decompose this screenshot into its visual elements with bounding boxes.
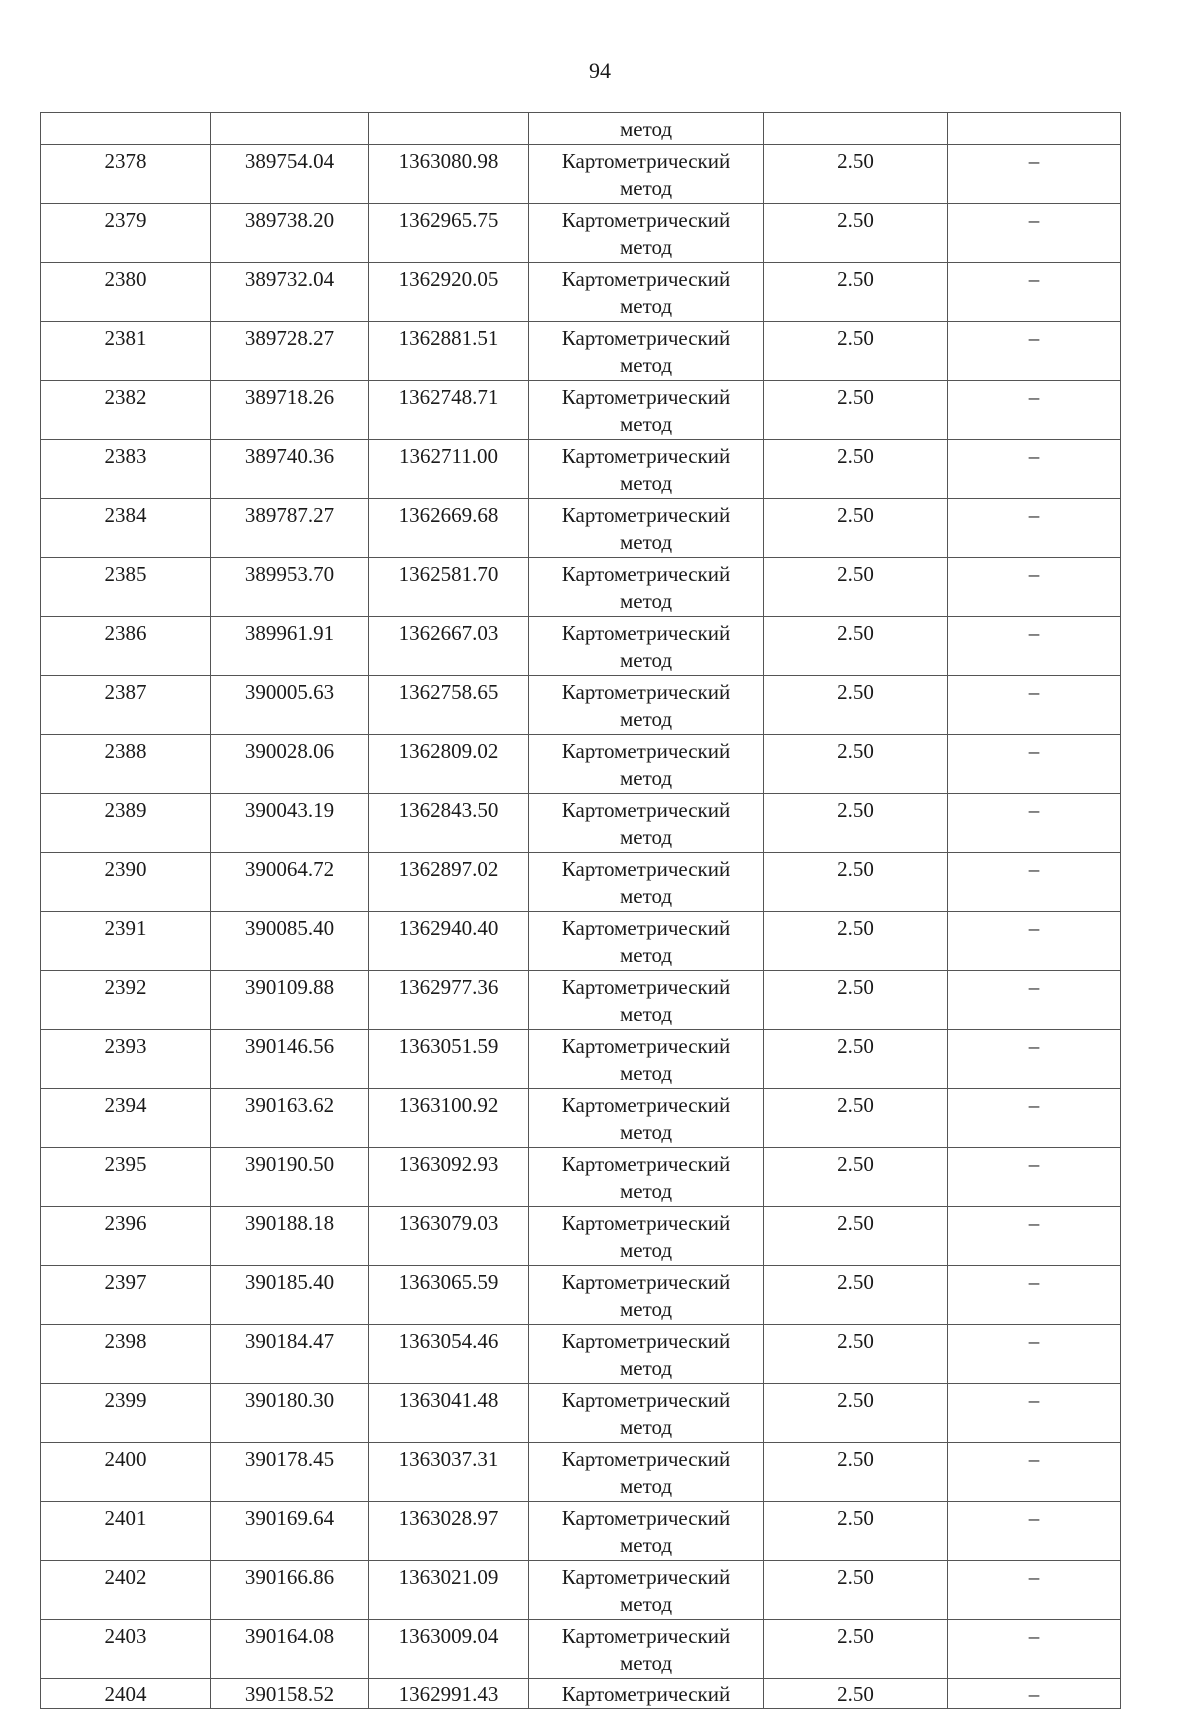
x-coordinate-cell: 389787.27 — [211, 499, 369, 558]
method-line-1: Картометрический — [561, 1211, 731, 1235]
method-line-2: метод — [619, 1356, 673, 1380]
method-line-2: метод — [619, 943, 673, 967]
accuracy-cell: 2.50 — [764, 1443, 948, 1502]
accuracy-cell: 2.50 — [764, 440, 948, 499]
table-row — [41, 145, 1121, 204]
method-cell — [529, 499, 764, 558]
method-line-2: метод — [619, 117, 673, 141]
y-coordinate-cell: 1363080.98 — [369, 145, 529, 204]
method-line-2: метод — [619, 884, 673, 908]
table-row — [41, 735, 1121, 794]
method-line-2: метод — [619, 1415, 673, 1439]
method-line-1: Картометрический — [561, 326, 731, 350]
method-cell — [529, 381, 764, 440]
method-cell — [529, 794, 764, 853]
method-line-1: Картометрический — [561, 1034, 731, 1058]
table-row — [41, 558, 1121, 617]
x-coordinate-cell: 390180.30 — [211, 1384, 369, 1443]
x-coordinate-cell: 390166.86 — [211, 1561, 369, 1620]
accuracy-cell: 2.50 — [764, 853, 948, 912]
method-cell — [529, 617, 764, 676]
method-line-1: Картометрический — [561, 149, 731, 173]
method-line-1: Картометрический — [561, 562, 731, 586]
point-id-cell — [41, 113, 211, 145]
y-coordinate-cell: 1362965.75 — [369, 204, 529, 263]
y-coordinate-cell: 1363009.04 — [369, 1620, 529, 1679]
x-coordinate-cell: 390188.18 — [211, 1207, 369, 1266]
note-cell: – — [948, 912, 1121, 971]
y-coordinate-cell: 1362667.03 — [369, 617, 529, 676]
point-id-cell: 2400 — [41, 1443, 211, 1502]
note-cell: – — [948, 853, 1121, 912]
point-id-cell: 2385 — [41, 558, 211, 617]
method-line-1: Картометрический — [561, 1388, 731, 1412]
method-cell — [529, 912, 764, 971]
method-line-2: метод — [619, 1297, 673, 1321]
method-cell — [529, 558, 764, 617]
accuracy-cell: 2.50 — [764, 1148, 948, 1207]
note-cell: – — [948, 263, 1121, 322]
method-cell — [529, 263, 764, 322]
note-cell: – — [948, 1207, 1121, 1266]
accuracy-cell: 2.50 — [764, 912, 948, 971]
point-id-cell: 2396 — [41, 1207, 211, 1266]
method-line-2: метод — [619, 1179, 673, 1203]
method-line-1: Картометрический — [561, 267, 731, 291]
table-row — [41, 322, 1121, 381]
point-id-cell: 2398 — [41, 1325, 211, 1384]
table-row — [41, 971, 1121, 1030]
accuracy-cell: 2.50 — [764, 1030, 948, 1089]
point-id-cell: 2382 — [41, 381, 211, 440]
x-coordinate-cell: 390085.40 — [211, 912, 369, 971]
y-coordinate-cell: 1363079.03 — [369, 1207, 529, 1266]
table-row — [41, 1030, 1121, 1089]
y-coordinate-cell: 1362758.65 — [369, 676, 529, 735]
method-cell — [529, 1443, 764, 1502]
method-cell — [529, 971, 764, 1030]
x-coordinate-cell: 390169.64 — [211, 1502, 369, 1561]
table-row — [41, 1620, 1121, 1679]
method-line-2: метод — [619, 1651, 673, 1675]
note-cell: – — [948, 558, 1121, 617]
method-cell — [529, 440, 764, 499]
y-coordinate-cell — [369, 113, 529, 145]
method-line-2: метод — [619, 1120, 673, 1144]
method-cell — [529, 1030, 764, 1089]
x-coordinate-cell: 390043.19 — [211, 794, 369, 853]
accuracy-cell: 2.50 — [764, 145, 948, 204]
accuracy-cell: 2.50 — [764, 735, 948, 794]
x-coordinate-cell: 389961.91 — [211, 617, 369, 676]
method-line-1: Картометрический — [561, 208, 731, 232]
x-coordinate-cell: 390184.47 — [211, 1325, 369, 1384]
method-cell — [529, 1384, 764, 1443]
x-coordinate-cell: 390158.52 — [211, 1679, 369, 1709]
x-coordinate-cell: 390185.40 — [211, 1266, 369, 1325]
table-row-continued — [41, 113, 1121, 145]
method-line-1: Картометрический — [561, 916, 731, 940]
method-line-2: метод — [619, 707, 673, 731]
accuracy-cell: 2.50 — [764, 381, 948, 440]
table-row — [41, 1561, 1121, 1620]
table-row — [41, 204, 1121, 263]
method-line-1: Картометрический — [561, 739, 731, 763]
point-id-cell: 2388 — [41, 735, 211, 794]
note-cell — [948, 113, 1121, 145]
method-line-1: Картометрический — [561, 1624, 731, 1648]
x-coordinate-cell: 390109.88 — [211, 971, 369, 1030]
table-row — [41, 381, 1121, 440]
y-coordinate-cell: 1362881.51 — [369, 322, 529, 381]
x-coordinate-cell — [211, 113, 369, 145]
accuracy-cell: 2.50 — [764, 794, 948, 853]
method-line-2: метод — [619, 294, 673, 318]
note-cell: – — [948, 1089, 1121, 1148]
method-line-1: Картометрический — [561, 857, 731, 881]
method-line-1: Картометрический — [561, 1447, 731, 1471]
accuracy-cell: 2.50 — [764, 204, 948, 263]
accuracy-cell: 2.50 — [764, 971, 948, 1030]
x-coordinate-cell: 390064.72 — [211, 853, 369, 912]
table-row — [41, 1443, 1121, 1502]
method-cell — [529, 322, 764, 381]
point-id-cell: 2378 — [41, 145, 211, 204]
method-line-2: метод — [619, 471, 673, 495]
method-line-2: метод — [619, 648, 673, 672]
method-line-1: Картометрический — [561, 1506, 731, 1530]
note-cell: – — [948, 1325, 1121, 1384]
note-cell: – — [948, 204, 1121, 263]
point-id-cell: 2380 — [41, 263, 211, 322]
y-coordinate-cell: 1362809.02 — [369, 735, 529, 794]
y-coordinate-cell: 1362843.50 — [369, 794, 529, 853]
note-cell: – — [948, 794, 1121, 853]
point-id-cell: 2397 — [41, 1266, 211, 1325]
x-coordinate-cell: 389718.26 — [211, 381, 369, 440]
table-row — [41, 853, 1121, 912]
y-coordinate-cell: 1362897.02 — [369, 853, 529, 912]
method-line-2: метод — [619, 1238, 673, 1262]
table-row — [41, 794, 1121, 853]
method-line-2: метод — [619, 589, 673, 613]
method-line-1: Картометрический — [561, 1270, 731, 1294]
y-coordinate-cell: 1362748.71 — [369, 381, 529, 440]
y-coordinate-cell: 1363041.48 — [369, 1384, 529, 1443]
method-line-2: метод — [619, 1002, 673, 1026]
method-line-2: метод — [619, 1061, 673, 1085]
accuracy-cell: 2.50 — [764, 617, 948, 676]
y-coordinate-cell: 1362991.43 — [369, 1679, 529, 1709]
accuracy-cell: 2.50 — [764, 1089, 948, 1148]
x-coordinate-cell: 389738.20 — [211, 204, 369, 263]
x-coordinate-cell: 389740.36 — [211, 440, 369, 499]
method-line-1: Картометрический — [561, 444, 731, 468]
method-cell — [529, 1207, 764, 1266]
point-id-cell: 2379 — [41, 204, 211, 263]
note-cell: – — [948, 499, 1121, 558]
note-cell: – — [948, 440, 1121, 499]
point-id-cell: 2386 — [41, 617, 211, 676]
method-cell — [529, 1620, 764, 1679]
method-line-1: Картометрический — [561, 621, 731, 645]
note-cell: – — [948, 735, 1121, 794]
method-line-1: Картометрический — [561, 1152, 731, 1176]
point-id-cell: 2390 — [41, 853, 211, 912]
method-line-1: Картометрический — [561, 1565, 731, 1589]
method-line-1: Картометрический — [561, 1682, 731, 1706]
method-line-2: метод — [619, 825, 673, 849]
x-coordinate-cell: 390163.62 — [211, 1089, 369, 1148]
accuracy-cell: 2.50 — [764, 1207, 948, 1266]
method-cell — [529, 735, 764, 794]
table-row — [41, 499, 1121, 558]
y-coordinate-cell: 1363051.59 — [369, 1030, 529, 1089]
accuracy-cell: 2.50 — [764, 558, 948, 617]
table-row-last — [41, 1679, 1121, 1709]
table-row — [41, 1325, 1121, 1384]
table-row — [41, 440, 1121, 499]
accuracy-cell: 2.50 — [764, 322, 948, 381]
accuracy-cell: 2.50 — [764, 263, 948, 322]
note-cell: – — [948, 1561, 1121, 1620]
method-cell — [529, 1325, 764, 1384]
point-id-cell: 2384 — [41, 499, 211, 558]
point-id-cell: 2387 — [41, 676, 211, 735]
note-cell: – — [948, 1384, 1121, 1443]
method-line-2: метод — [619, 176, 673, 200]
accuracy-cell: 2.50 — [764, 676, 948, 735]
point-id-cell: 2381 — [41, 322, 211, 381]
table-row — [41, 1502, 1121, 1561]
note-cell: – — [948, 617, 1121, 676]
point-id-cell: 2394 — [41, 1089, 211, 1148]
point-id-cell: 2392 — [41, 971, 211, 1030]
method-cell — [529, 676, 764, 735]
note-cell: – — [948, 676, 1121, 735]
note-cell: – — [948, 1620, 1121, 1679]
point-id-cell: 2389 — [41, 794, 211, 853]
y-coordinate-cell: 1362581.70 — [369, 558, 529, 617]
method-line-1: Картометрический — [561, 1093, 731, 1117]
note-cell: – — [948, 1679, 1121, 1709]
point-id-cell: 2383 — [41, 440, 211, 499]
point-id-cell: 2401 — [41, 1502, 211, 1561]
note-cell: – — [948, 1266, 1121, 1325]
method-line-1: Картометрический — [561, 503, 731, 527]
point-id-cell: 2399 — [41, 1384, 211, 1443]
table-row — [41, 617, 1121, 676]
x-coordinate-cell: 390164.08 — [211, 1620, 369, 1679]
x-coordinate-cell: 389732.04 — [211, 263, 369, 322]
method-line-2: метод — [619, 1474, 673, 1498]
method-line-1: Картометрический — [561, 1329, 731, 1353]
point-id-cell: 2395 — [41, 1148, 211, 1207]
point-id-cell: 2402 — [41, 1561, 211, 1620]
method-line-2: метод — [619, 235, 673, 259]
method-line-1: Картометрический — [561, 385, 731, 409]
table-row — [41, 1384, 1121, 1443]
y-coordinate-cell: 1362711.00 — [369, 440, 529, 499]
note-cell: – — [948, 381, 1121, 440]
note-cell: – — [948, 1148, 1121, 1207]
accuracy-cell: 2.50 — [764, 1325, 948, 1384]
accuracy-cell: 2.50 — [764, 499, 948, 558]
x-coordinate-cell: 390178.45 — [211, 1443, 369, 1502]
y-coordinate-cell: 1363065.59 — [369, 1266, 529, 1325]
note-cell: – — [948, 1502, 1121, 1561]
y-coordinate-cell: 1363100.92 — [369, 1089, 529, 1148]
accuracy-cell: 2.50 — [764, 1384, 948, 1443]
note-cell: – — [948, 322, 1121, 381]
method-line-2: метод — [619, 1592, 673, 1616]
page-number: 94 — [589, 58, 611, 83]
method-line-2: метод — [619, 412, 673, 436]
x-coordinate-cell: 390146.56 — [211, 1030, 369, 1089]
y-coordinate-cell: 1363054.46 — [369, 1325, 529, 1384]
point-id-cell: 2391 — [41, 912, 211, 971]
note-cell: – — [948, 145, 1121, 204]
x-coordinate-cell: 389728.27 — [211, 322, 369, 381]
method-line-2: метод — [619, 766, 673, 790]
table-row — [41, 1207, 1121, 1266]
coordinates-table — [40, 112, 1121, 1709]
method-line-2: метод — [619, 353, 673, 377]
y-coordinate-cell: 1363021.09 — [369, 1561, 529, 1620]
accuracy-cell: 2.50 — [764, 1620, 948, 1679]
method-cell — [529, 145, 764, 204]
table-row — [41, 263, 1121, 322]
method-line-1: Картометрический — [561, 798, 731, 822]
method-cell — [529, 1148, 764, 1207]
accuracy-cell: 2.50 — [764, 1561, 948, 1620]
y-coordinate-cell: 1362977.36 — [369, 971, 529, 1030]
accuracy-cell: 2.50 — [764, 1502, 948, 1561]
point-id-cell: 2403 — [41, 1620, 211, 1679]
note-cell: – — [948, 971, 1121, 1030]
method-cell — [529, 1502, 764, 1561]
method-line-2: метод — [619, 1533, 673, 1557]
accuracy-cell: 2.50 — [764, 1679, 948, 1709]
method-cell — [529, 853, 764, 912]
x-coordinate-cell: 390190.50 — [211, 1148, 369, 1207]
y-coordinate-cell: 1363037.31 — [369, 1443, 529, 1502]
table-row — [41, 912, 1121, 971]
accuracy-cell — [764, 113, 948, 145]
y-coordinate-cell: 1362669.68 — [369, 499, 529, 558]
point-id-cell: 2404 — [41, 1679, 211, 1709]
point-id-cell: 2393 — [41, 1030, 211, 1089]
method-cell — [529, 1561, 764, 1620]
table-row — [41, 676, 1121, 735]
x-coordinate-cell: 390028.06 — [211, 735, 369, 794]
method-cell — [529, 1679, 764, 1709]
method-cell — [529, 113, 764, 145]
note-cell: – — [948, 1030, 1121, 1089]
x-coordinate-cell: 390005.63 — [211, 676, 369, 735]
method-line-2: метод — [619, 530, 673, 554]
x-coordinate-cell: 389754.04 — [211, 145, 369, 204]
y-coordinate-cell: 1363092.93 — [369, 1148, 529, 1207]
y-coordinate-cell: 1363028.97 — [369, 1502, 529, 1561]
y-coordinate-cell: 1362920.05 — [369, 263, 529, 322]
table-row — [41, 1266, 1121, 1325]
x-coordinate-cell: 389953.70 — [211, 558, 369, 617]
method-line-1: Картометрический — [561, 975, 731, 999]
note-cell: – — [948, 1443, 1121, 1502]
method-line-1: Картометрический — [561, 680, 731, 704]
y-coordinate-cell: 1362940.40 — [369, 912, 529, 971]
accuracy-cell: 2.50 — [764, 1266, 948, 1325]
method-cell — [529, 204, 764, 263]
table-row — [41, 1148, 1121, 1207]
method-cell — [529, 1266, 764, 1325]
method-cell — [529, 1089, 764, 1148]
table-row — [41, 1089, 1121, 1148]
